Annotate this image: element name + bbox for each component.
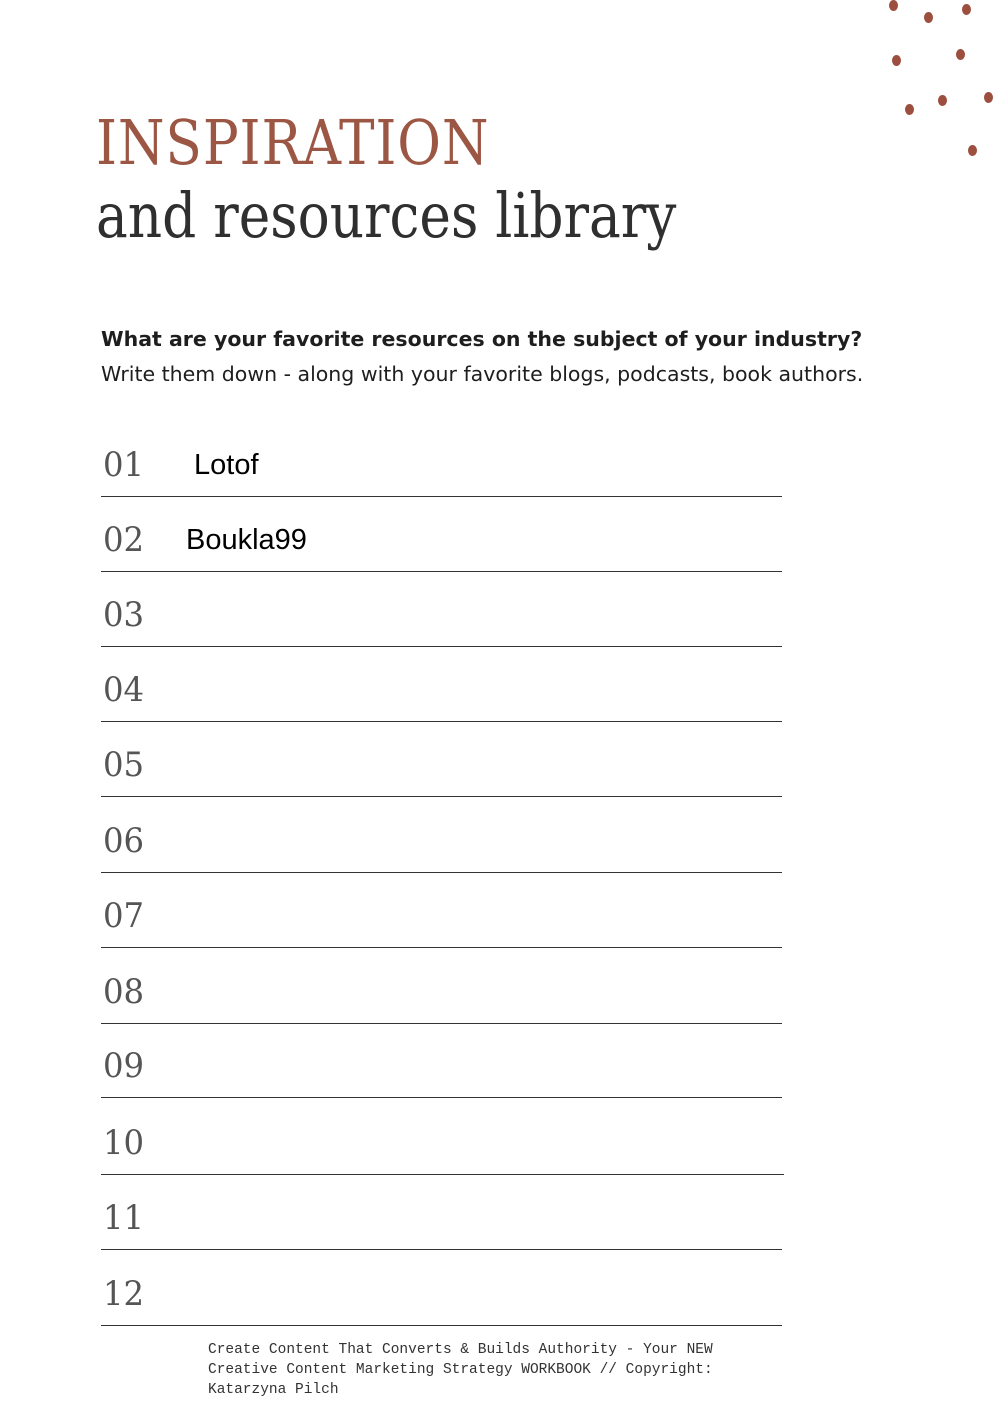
intro-text [101,322,901,392]
item-number: 04 [103,670,145,710]
list-item[interactable] [101,1099,784,1175]
item-number: 07 [103,896,145,936]
list-item[interactable] [101,872,782,948]
list-item[interactable] [101,948,782,1024]
intro-question: What are your favorite resources on the subject of your industry? [101,327,863,351]
item-number: 10 [103,1123,145,1163]
item-number: 12 [103,1274,145,1314]
list-item[interactable] [101,1022,782,1098]
list-item[interactable] [101,421,782,497]
decorative-dot [962,4,971,15]
list-item[interactable] [101,496,782,572]
decorative-dot [889,0,898,11]
item-number: 03 [103,595,145,635]
decorative-dot [938,95,947,106]
decorative-dot [968,145,977,156]
item-number: 01 [103,445,145,485]
decorative-dot [984,92,993,103]
footer-copyright: Create Content That Converts & Builds Authority - Your NEW Creative Content Marketing Strategy WORKBOOK // Copyright: Katarzyna Pilch [208,1342,713,1398]
page-title: and resources library [96,179,677,252]
decorative-dot [924,12,933,23]
decorative-dot [905,104,914,115]
item-number: 05 [103,745,145,785]
intro-instruction: Write them down - along with your favorite blogs, podcasts, book authors. [101,362,864,386]
list-item[interactable] [101,1250,782,1326]
list-item[interactable] [101,797,782,873]
list-item[interactable] [101,721,782,797]
page-title-accent: INSPIRATION [96,106,490,179]
item-entry[interactable]: Boukla99 [186,524,307,556]
decorative-dot [956,49,965,60]
list-item[interactable] [101,571,782,647]
item-entry[interactable]: Lotof [194,449,259,481]
item-number: 02 [103,520,145,560]
item-number: 09 [103,1046,145,1086]
list-item[interactable] [101,1174,782,1250]
item-number: 11 [103,1198,145,1238]
decorative-dot [892,55,901,66]
list-item[interactable] [101,646,782,722]
item-number: 08 [103,972,145,1012]
item-number: 06 [103,821,145,861]
